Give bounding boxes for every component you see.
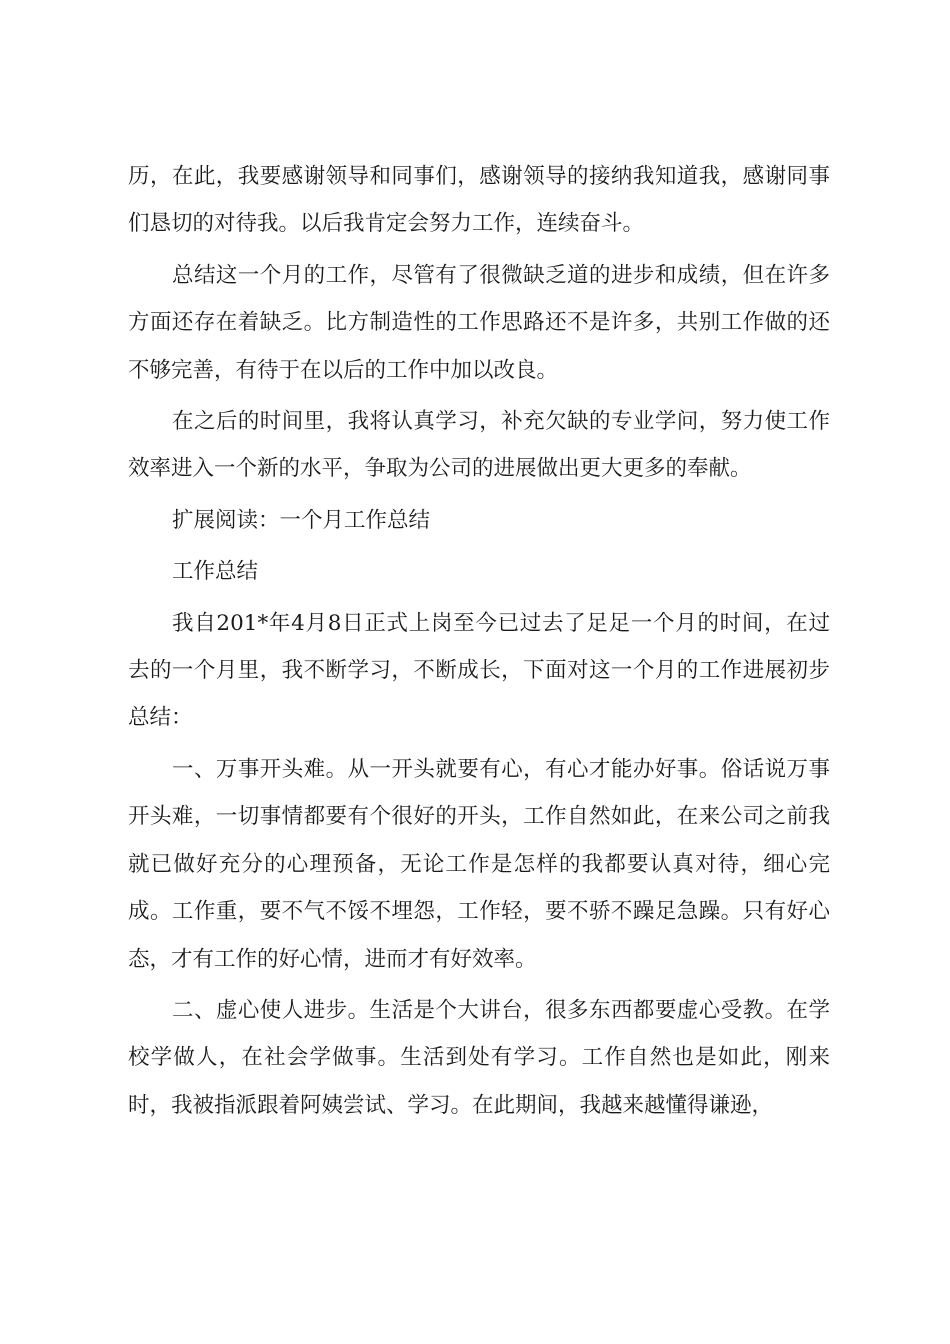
paragraph-continuation: 历，在此，我要感谢领导和同事们，感谢领导的接纳我知道我，感谢同事们恳切的对待我。以后我肯定会努力工作，连续奋斗。 — [128, 164, 830, 237]
document-body — [128, 153, 830, 1133]
extended-reading-heading: 扩展阅读：一个月工作总结 — [172, 507, 431, 533]
work-summary-heading: 工作总结 — [172, 559, 259, 585]
paragraph-intro: 我自201*年4月8日正式上岗至今已过去了足足一个月的时间，在过去的一个月里，我不断学习，不断成长，下面对这一个月的工作进展初步总结： — [128, 610, 830, 731]
paragraph-summary: 总结这一个月的工作，尽管有了很微缺乏道的进步和成绩，但在许多方面还存在着缺乏。比方制造性的工作思路还不是许多，共别工作做的还不够完善，有待于在以后的工作中加以改良。 — [128, 262, 830, 383]
paragraph-point-two: 二、虚心使人进步。生活是个大讲台，很多东西都要虚心受教。在学校学做人，在社会学做事。生活到处有学习。工作自然也是如此，刚来时，我被指派跟着阿姨尝试、学习。在此期间，我越来越懂得谦逊， — [128, 997, 830, 1118]
paragraph-future-plan: 在之后的时间里，我将认真学习，补充欠缺的专业学问，努力使工作效率进入一个新的水平，争取为公司的进展做出更大更多的奉献。 — [128, 409, 830, 482]
paragraph-point-one: 一、万事开头难。从一开头就要有心，有心才能办好事。俗话说万事开头难，一切事情都要有个很好的开头，工作自然如此，在来公司之前我就已做好充分的心理预备，无论工作是怎样的我都要认真对待，细心完成。工作重，要不气不馁不埋怨，工作轻，要不骄不躁足急躁。只有好心态，才有工作的好心情，进而才有好效率。 — [128, 756, 830, 972]
